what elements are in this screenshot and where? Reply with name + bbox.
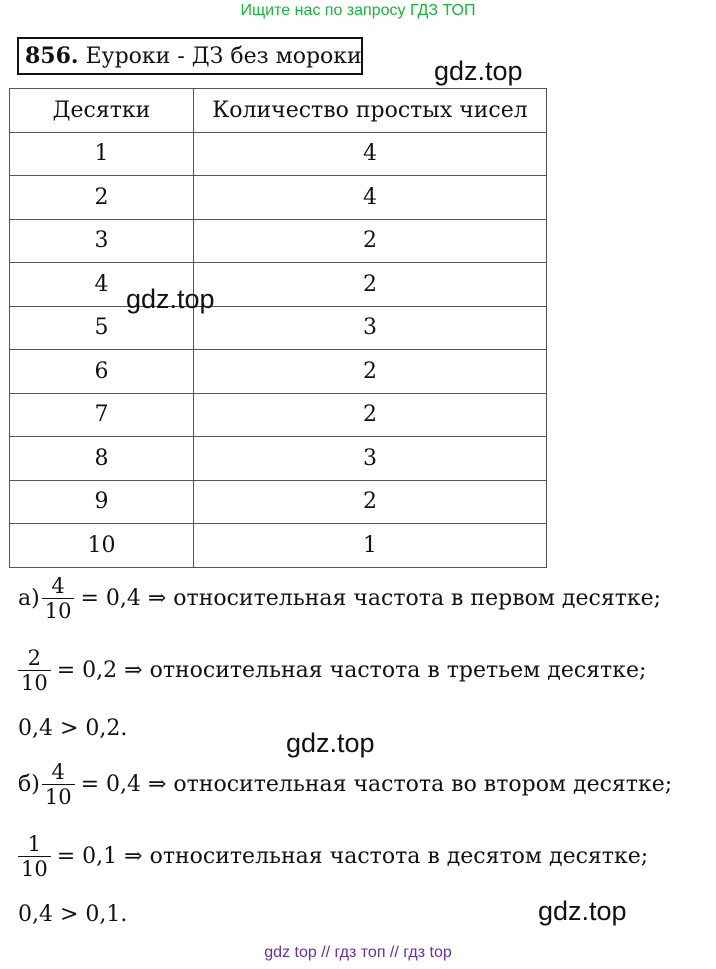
watermark: gdz.top (126, 284, 215, 314)
table-row (10, 306, 547, 350)
primes-table (9, 88, 547, 568)
cell-tens: 1 (10, 132, 194, 176)
fraction (18, 646, 51, 695)
task-number: 856. (25, 43, 79, 69)
cell-prime-count: 2 (194, 393, 547, 437)
solution-b-line1 (18, 760, 672, 809)
part-b-label: б) (18, 772, 40, 797)
cell-prime-count: 2 (194, 219, 547, 263)
solution-b-compare: 0,4 > 0,1. (18, 902, 128, 927)
equation-text: = 0,1 ⇒ относительная частота в десятом десятке; (56, 844, 649, 869)
table-row (10, 219, 547, 263)
top-banner: Ищите нас по запросу ГДЗ ТОП (240, 2, 476, 19)
table-row (10, 263, 547, 307)
cell-tens: 5 (10, 306, 194, 350)
solution-a-line1 (18, 574, 661, 623)
cell-tens: 9 (10, 480, 194, 524)
fraction-numerator: 1 (27, 832, 42, 856)
cell-tens: 7 (10, 393, 194, 437)
task-title-box (17, 37, 363, 75)
fraction-denominator: 10 (42, 598, 75, 623)
cell-tens: 2 (10, 176, 194, 220)
solution-a-line2 (18, 646, 646, 695)
part-a-label: а) (18, 586, 40, 611)
table-row (10, 393, 547, 437)
cell-tens: 4 (10, 263, 194, 307)
table-row (10, 176, 547, 220)
equation-text: = 0,4 ⇒ относительная частота в первом десятке; (80, 586, 662, 611)
cell-prime-count: 1 (194, 524, 547, 568)
fraction-denominator: 10 (18, 670, 51, 695)
cell-prime-count: 2 (194, 480, 547, 524)
equation-text: = 0,4 ⇒ относительная частота во втором десятке; (80, 772, 673, 797)
table-row (10, 480, 547, 524)
column-header-tens: Десятки (10, 89, 194, 133)
fraction-denominator: 10 (42, 784, 75, 809)
cell-tens: 8 (10, 437, 194, 481)
cell-tens: 6 (10, 350, 194, 394)
table-row (10, 524, 547, 568)
task-title: Еуроки - ДЗ без мороки (85, 44, 362, 69)
fraction (42, 574, 75, 623)
cell-tens: 3 (10, 219, 194, 263)
cell-prime-count: 2 (194, 263, 547, 307)
cell-prime-count: 3 (194, 306, 547, 350)
cell-prime-count: 4 (194, 176, 547, 220)
solution-a-compare: 0,4 > 0,2. (18, 716, 128, 741)
fraction-numerator: 2 (27, 646, 42, 670)
fraction-denominator: 10 (18, 856, 51, 881)
watermark: gdz.top (538, 896, 627, 926)
fraction (42, 760, 75, 809)
table-header-row (10, 89, 547, 133)
fraction-numerator: 4 (51, 574, 65, 598)
watermark: gdz.top (434, 56, 523, 86)
footer-links: gdz top // гдз топ // гдз top (264, 944, 452, 961)
solution-b-line2 (18, 832, 648, 881)
table-row (10, 350, 547, 394)
table-row (10, 132, 547, 176)
column-header-prime-count: Количество простых чисел (194, 89, 547, 133)
cell-tens: 10 (10, 524, 194, 568)
cell-prime-count: 3 (194, 437, 547, 481)
fraction-numerator: 4 (51, 760, 65, 784)
table-row (10, 437, 547, 481)
cell-prime-count: 4 (194, 132, 547, 176)
cell-prime-count: 2 (194, 350, 547, 394)
equation-text: = 0,2 ⇒ относительная частота в третьем десятке; (56, 658, 647, 683)
fraction (18, 832, 51, 881)
watermark: gdz.top (286, 728, 375, 758)
